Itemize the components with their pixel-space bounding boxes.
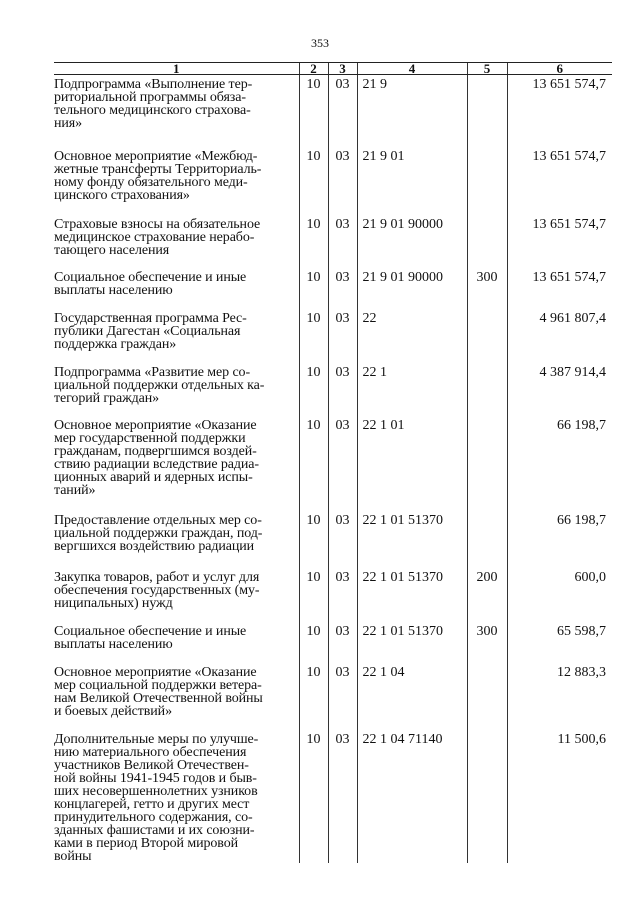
section-code: 10	[299, 511, 328, 568]
subsection-code: 03	[328, 663, 357, 730]
row-name-line: гражданам, подвергшимся воздей-	[54, 444, 257, 459]
target-article-code: 22 1 04 71140	[357, 730, 467, 863]
row-name-line: Основное мероприятие «Межбюд-	[54, 149, 258, 164]
subsection-code: 03	[328, 568, 357, 622]
row-name-line: зданных фашистами и их союзни-	[54, 823, 255, 838]
target-article-code: 21 9	[357, 75, 467, 148]
row-name-line: Закупка товаров, работ и услуг для	[54, 570, 260, 585]
header-col-6: 6	[507, 63, 612, 75]
amount: 12 883,3	[507, 663, 612, 730]
expense-type-code	[467, 75, 507, 148]
subsection-code: 03	[328, 75, 357, 148]
row-name-line: ния»	[54, 116, 83, 131]
row-name	[54, 730, 299, 863]
target-article-code: 22 1 01 51370	[357, 622, 467, 663]
row-name-line: выплаты населению	[54, 637, 173, 652]
section-code: 10	[299, 568, 328, 622]
table-row	[54, 147, 612, 215]
amount: 66 198,7	[507, 511, 612, 568]
row-name-line: поддержка граждан»	[54, 337, 177, 352]
target-article-code: 22 1 04	[357, 663, 467, 730]
row-name-line: тающего населения	[54, 243, 170, 258]
expense-type-code: 200	[467, 568, 507, 622]
row-name-line: ной войны 1941-1945 годов и быв-	[54, 771, 257, 786]
subsection-code: 03	[328, 622, 357, 663]
row-name-line: участников Великой Отечествен-	[54, 758, 249, 773]
row-name-line: жетные трансферты Территориаль-	[54, 162, 262, 177]
row-name-line: ками в период Второй мировой	[54, 836, 239, 851]
row-name-line: выплаты населению	[54, 283, 173, 298]
row-name-line: Подпрограмма «Развитие мер со-	[54, 365, 251, 380]
row-name	[54, 309, 299, 363]
section-code: 10	[299, 75, 328, 148]
header-row	[54, 63, 612, 75]
row-name	[54, 147, 299, 215]
row-name-line: ствию радиации вследствие радиа-	[54, 457, 259, 472]
subsection-code: 03	[328, 416, 357, 511]
page-number: 353	[311, 36, 329, 50]
subsection-code: 03	[328, 215, 357, 268]
table-row	[54, 663, 612, 730]
amount: 65 598,7	[507, 622, 612, 663]
row-name-line: тегорий граждан»	[54, 391, 160, 406]
section-code: 10	[299, 730, 328, 863]
section-code: 10	[299, 363, 328, 416]
row-name	[54, 416, 299, 511]
subsection-code: 03	[328, 511, 357, 568]
row-name-line: публики Дагестан «Социальная	[54, 324, 241, 339]
row-name-line: войны	[54, 849, 92, 864]
row-name-line: Государственная программа Рес-	[54, 311, 247, 326]
row-name-line: принудительного содержания, со-	[54, 810, 253, 825]
row-name-line: Страховые взносы на обязательное	[54, 217, 261, 232]
row-name	[54, 663, 299, 730]
row-name-line: Основное мероприятие «Оказание	[54, 665, 257, 680]
row-name-line: тельного медицинского страхова-	[54, 103, 251, 118]
subsection-code: 03	[328, 147, 357, 215]
expense-type-code: 300	[467, 268, 507, 309]
target-article-code: 22	[357, 309, 467, 363]
target-article-code: 22 1 01 51370	[357, 568, 467, 622]
header-col-5: 5	[467, 63, 507, 75]
table-row	[54, 622, 612, 663]
expense-type-code	[467, 215, 507, 268]
section-code: 10	[299, 622, 328, 663]
row-name-line: ционных аварий и ядерных испы-	[54, 470, 253, 485]
amount: 13 651 574,7	[507, 215, 612, 268]
amount: 4 387 914,4	[507, 363, 612, 416]
section-code: 10	[299, 268, 328, 309]
row-name-line: ших несовершеннолетних узников	[54, 784, 258, 799]
section-code: 10	[299, 147, 328, 215]
table-row	[54, 730, 612, 863]
amount: 66 198,7	[507, 416, 612, 511]
header-col-4: 4	[357, 63, 467, 75]
row-name	[54, 268, 299, 309]
target-article-code: 21 9 01 90000	[357, 215, 467, 268]
subsection-code: 03	[328, 363, 357, 416]
row-name-line: обеспечения государственных (му-	[54, 583, 260, 598]
subsection-code: 03	[328, 309, 357, 363]
table-row	[54, 75, 612, 148]
amount: 13 651 574,7	[507, 75, 612, 148]
row-name-line: ниципальных) нужд	[54, 596, 173, 611]
row-name-line: цинского страхования»	[54, 188, 190, 203]
section-code: 10	[299, 663, 328, 730]
row-name	[54, 75, 299, 148]
row-name-line: ному фонду обязательного меди-	[54, 175, 248, 190]
row-name-line: риториальной программы обяза-	[54, 90, 246, 105]
row-name-line: Социальное обеспечение и иные	[54, 624, 247, 639]
amount: 13 651 574,7	[507, 147, 612, 215]
amount: 13 651 574,7	[507, 268, 612, 309]
row-name-line: мер государственной поддержки	[54, 431, 246, 446]
row-name-line: таний»	[54, 483, 96, 498]
row-name-line: Дополнительные меры по улучше-	[54, 732, 259, 747]
row-name-line: Предоставление отдельных мер со-	[54, 513, 262, 528]
expense-type-code	[467, 416, 507, 511]
row-name	[54, 215, 299, 268]
row-name-line: нию материального обеспечения	[54, 745, 247, 760]
amount: 600,0	[507, 568, 612, 622]
subsection-code: 03	[328, 730, 357, 863]
row-name-line: Основное мероприятие «Оказание	[54, 418, 257, 433]
row-name-line: вергшихся воздействию радиации	[54, 539, 255, 554]
amount: 11 500,6	[507, 730, 612, 863]
row-name-line: Подпрограмма «Выполнение тер-	[54, 77, 253, 92]
expense-type-code	[467, 363, 507, 416]
target-article-code: 22 1	[357, 363, 467, 416]
target-article-code: 21 9 01 90000	[357, 268, 467, 309]
section-code: 10	[299, 309, 328, 363]
row-name-line: циальной поддержки граждан, под-	[54, 526, 263, 541]
row-name	[54, 568, 299, 622]
budget-table	[54, 62, 612, 863]
table-row	[54, 363, 612, 416]
target-article-code: 21 9 01	[357, 147, 467, 215]
expense-type-code	[467, 147, 507, 215]
section-code: 10	[299, 215, 328, 268]
row-name-line: Социальное обеспечение и иные	[54, 270, 247, 285]
target-article-code: 22 1 01 51370	[357, 511, 467, 568]
target-article-code: 22 1 01	[357, 416, 467, 511]
expense-type-code	[467, 511, 507, 568]
row-name	[54, 622, 299, 663]
row-name-line: концлагерей, гетто и других мест	[54, 797, 250, 812]
expense-type-code: 300	[467, 622, 507, 663]
row-name-line: медицинское страхование нерабо-	[54, 230, 255, 245]
row-name	[54, 363, 299, 416]
table-body	[54, 75, 612, 864]
header-col-1: 1	[54, 63, 299, 75]
table-row	[54, 268, 612, 309]
header-col-3: 3	[328, 63, 357, 75]
table-row	[54, 309, 612, 363]
header-col-2: 2	[299, 63, 328, 75]
table-row	[54, 511, 612, 568]
row-name-line: нам Великой Отечественной войны	[54, 691, 263, 706]
table-row	[54, 215, 612, 268]
amount: 4 961 807,4	[507, 309, 612, 363]
row-name-line: циальной поддержки отдельных ка-	[54, 378, 265, 393]
table-row	[54, 568, 612, 622]
row-name	[54, 511, 299, 568]
table-row	[54, 416, 612, 511]
subsection-code: 03	[328, 268, 357, 309]
expense-type-code	[467, 309, 507, 363]
row-name-line: мер социальной поддержки ветера-	[54, 678, 262, 693]
expense-type-code	[467, 730, 507, 863]
row-name-line: и боевых действий»	[54, 704, 172, 719]
expense-type-code	[467, 663, 507, 730]
section-code: 10	[299, 416, 328, 511]
